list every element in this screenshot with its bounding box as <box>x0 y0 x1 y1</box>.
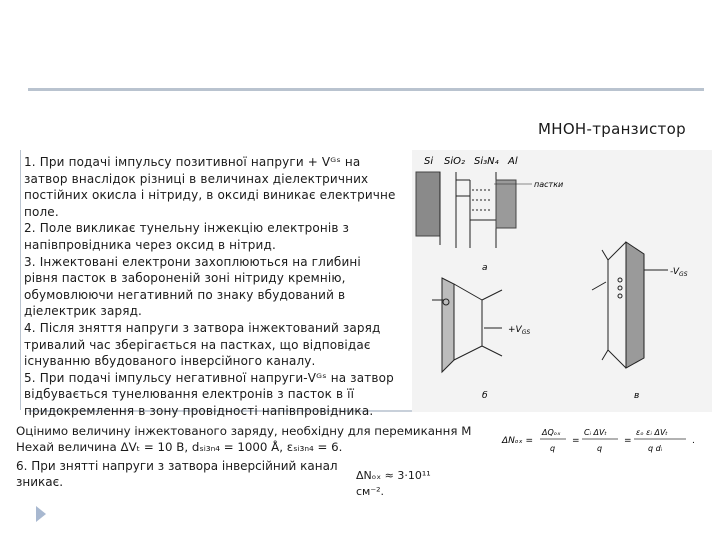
paragraph-2: 2. Поле викликає тунельну інжекцію електронів з напівпровідника через оксид в нітрид. <box>24 221 350 252</box>
result-line-2: см⁻². <box>356 485 385 498</box>
result-line-1: ΔNₒₓ ≈ 3·10¹¹ <box>356 469 431 482</box>
label-v: в <box>634 391 640 401</box>
label-sio2: SiO₂ <box>444 156 466 167</box>
formula-f3-den: q dᵢ <box>648 444 663 453</box>
left-guide-line <box>20 150 21 410</box>
diagram-a-al-block <box>496 180 516 228</box>
formula-f1-num: ΔQₒₓ <box>542 428 561 437</box>
estimate-line-1: Оцінимо величину інжектованого заряду, необхідну для перемикання М <box>16 424 472 438</box>
paragraph-1: 1. При подачі імпульсу позитивної напруги + Vᴳˢ на затвор внаслідок різниці в величинах діелектричних постійних окисла і нітриду, в оксиді виникає електричне поле. <box>24 155 396 219</box>
label-b: б <box>482 391 488 401</box>
body-text <box>24 154 396 420</box>
diagram-a-si-block <box>416 172 440 236</box>
formula-eq-1: = <box>572 436 580 446</box>
formula-period: . <box>692 436 695 446</box>
charge-formula <box>500 418 708 460</box>
paragraph-6: 6. При знятті напруги з затвора інверсійний канал зникає. <box>16 459 338 489</box>
label-si3n4: Si₃N₄ <box>474 156 499 167</box>
label-a: а <box>482 263 488 273</box>
paragraph-5: 5. При подачі імпульсу негативної напруги-Vᴳˢ на затвор відбувається тунелювання електронів з пасток в її придокремлення в зону провідності напівпровідника. <box>24 370 394 418</box>
formula-f3-num: εₒ εᵢ ΔVₜ <box>636 428 668 437</box>
formula-f1-den: q <box>550 444 556 453</box>
formula-f2-num: Cᵢ ΔVₜ <box>584 428 607 437</box>
estimate-line-2: Нехай величина ΔVₜ = 10 В, dₛᵢ₃ₙ₄ = 1000 Å, εₛᵢ₃ₙ₄ = 6. <box>16 439 343 454</box>
label-minus-vgs: $-V_{GS}$ <box>670 267 688 278</box>
formula-f2-den: q <box>597 444 603 453</box>
band-diagram-figure <box>412 150 712 412</box>
label-pastky: пастки <box>534 180 564 189</box>
slide-title: МНОН-транзистор <box>538 120 686 138</box>
formula-lhs: ΔNₒₓ = <box>502 436 534 446</box>
top-divider <box>28 88 704 91</box>
label-al: Al <box>508 156 518 167</box>
label-plus-vgs: $+V_{GS}$ <box>508 325 531 336</box>
formula-eq-2: = <box>624 436 632 446</box>
paragraph-3: 3. Інжектовані електрони захоплюються на глибині рівня пасток в забороненій зоні нітриду кремнію, обумовлюючи негативний по знаку вбудований в діелектрик заряд. <box>24 254 361 319</box>
label-si: Si <box>424 156 434 167</box>
paragraph-4: 4. Після зняття напруги з затвора інжектований заряд тривалий час зберігається на пастках, що відповідає існуванню вбудованого інверсійного каналу. <box>24 320 381 369</box>
next-slide-arrow-icon[interactable] <box>36 506 46 522</box>
result-value <box>356 468 431 500</box>
